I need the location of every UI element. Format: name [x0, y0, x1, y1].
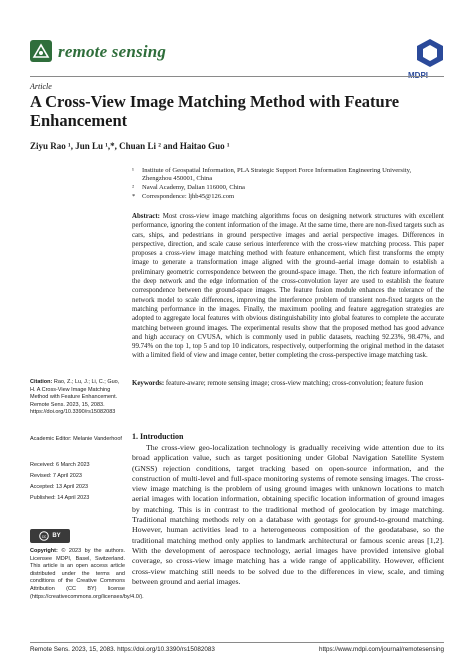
affiliation-line: Institute of Geospatial Information, PLA Strategic Support Force Information Engineering University, [142, 167, 412, 174]
affiliation-mark: ¹ [132, 167, 134, 174]
copyright-label: Copyright: [30, 548, 58, 554]
affiliation-mark: ² [132, 184, 134, 191]
copyright-block [30, 548, 144, 601]
affiliation-line: Zhengzhou 450001, China [142, 175, 213, 183]
citation-block [30, 379, 125, 417]
affiliation-2 [132, 184, 444, 192]
footer-citation[interactable]: Remote Sens. 2023, 15, 2083. https://doi.org/10.3390/rs15082083 [30, 646, 215, 653]
section-heading: 1. Introduction [132, 432, 184, 441]
affiliation-mark: * [132, 193, 136, 200]
article-title: A Cross-View Image Matching Method with Feature Enhancement [30, 92, 400, 130]
citation-text[interactable]: Rao, Z.; Lu, J.; Li, C.; Guo, H. A Cross-View Image Matching Method with Feature Enhancement. Remote Sens. 2023, 15, 2083. https://doi.org/10.3390/rs15082083 [30, 379, 120, 416]
date-accepted: Accepted: 13 April 2023 [30, 484, 89, 490]
svg-text:cc: cc [42, 534, 47, 539]
correspondence-email[interactable]: Correspondence: ljhb45@126.com [142, 193, 235, 200]
journal-name: remote sensing [58, 42, 167, 61]
affiliation-1 [132, 167, 444, 184]
date-received: Received: 6 March 2023 [30, 462, 90, 468]
footer-rule [30, 642, 444, 643]
footer-journal-url[interactable]: https://www.mdpi.com/journal/remotesensing [319, 646, 444, 653]
journal-logo-icon [30, 40, 52, 62]
copyright-text: © 2023 by the authors. Licensee MDPI, Basel, Switzerland. This article is an open access article distributed under the terms and conditions of the Creative Commons Attribution (CC BY) license (https://creativecommons.org/licenses/by/4.0/). [30, 548, 144, 600]
author-list: Ziyu Rao ¹, Jun Lu ¹,*, Chuan Li ² and Haitao Guo ¹ [30, 141, 230, 151]
keywords-label: Keywords: [132, 380, 165, 387]
introduction-paragraph: The cross-view geo-localization technology is gradually receiving wide attention due to its broad application value, such as target positioning under Global Navigation Satellite System (GNSS) rejection conditions, target tracking based on open-source information, and the construction of multi-level and full-space monitoring systems of remote sensing images. The cross-view image matching is the problem of using ground images with unknown locations to match aerial images with location information, obtaining specific location information of ground images by matching. This is in contrast to the traditional method of geolocation by image matching. Traditional matching methods rely on a database with geotags for ground-to-ground matching. However, human activities lead to a heterogeneous composition of the geodatabase, so the traditional matching method only applies to landmark architectural or famous scenic areas [1,2]. With the development of aerospace technology, aerial images have provided intensive global coverage, so cross-view image matching has a wide range of applicability. However, efficient cross-view matching still needs to be solved due to the differences in view, scale, and timing between ground and aerial images. [132, 443, 444, 586]
abstract-label: Abstract: [132, 213, 160, 220]
publisher-logo-icon [415, 38, 445, 68]
keywords [132, 379, 444, 388]
date-revised: Revised: 7 April 2023 [30, 473, 82, 479]
date-published: Published: 14 April 2023 [30, 495, 90, 501]
header-rule [30, 76, 444, 77]
cc-license-badge[interactable] [30, 529, 70, 543]
citation-label: Citation: [30, 379, 53, 385]
abstract-text: Most cross-view image matching algorithms focus on designing network structures with excellent performance, ignoring the content information of the image. At the same time, there are non-fixed targets such as cars, ships, and pedestrians in ground perspective images and aerial perspective images. Differences in perspective, direction, and scale cause serious interference with the cross-view matching process. This paper proposes a cross-view image matching method with feature enhancement, which first transforms the empty image to generate a transformation image aligned with the ground–aerial image domain to establish a preliminary geometric correspondence between the ground-space image. Then, the rich feature information of the deep network and the edge information of the cross-convolution layer are used to establish the feature correspondence between the ground-space images. The feature fusion module enhances the tolerance of the network model to scale differences, improving the interference problem of transient non-fixed targets on the matching performance in the images. Finally, the maximum pooling and feature aggregation strategies are adopted to aggregate local features with obvious distinguishability into global features to complete the accurate matching between ground images. The experimental results show that the proposed method has good advance and high accuracy on CVUSA, which is commonly used in public datasets, reaching 92.23%, 98.47%, and 99.74% on the top 1, top 5 and top 10 indicators, respectively, outperforming the original method in the dataset with a limited field of view and image center, better completing the cross-perspective image matching task. [132, 213, 444, 360]
abstract [132, 212, 444, 361]
article-type: Article [30, 82, 52, 91]
cc-license-text: BY [52, 533, 61, 539]
academic-editor: Academic Editor: Melanie Vanderhoof [30, 436, 122, 442]
keywords-text: feature-aware; remote sensing image; cross-view matching; cross-convolution; feature fusion [165, 380, 424, 387]
affiliation-line: Naval Academy, Dalian 116000, China [142, 184, 245, 191]
correspondence [132, 193, 444, 201]
creative-commons-icon [39, 531, 49, 541]
